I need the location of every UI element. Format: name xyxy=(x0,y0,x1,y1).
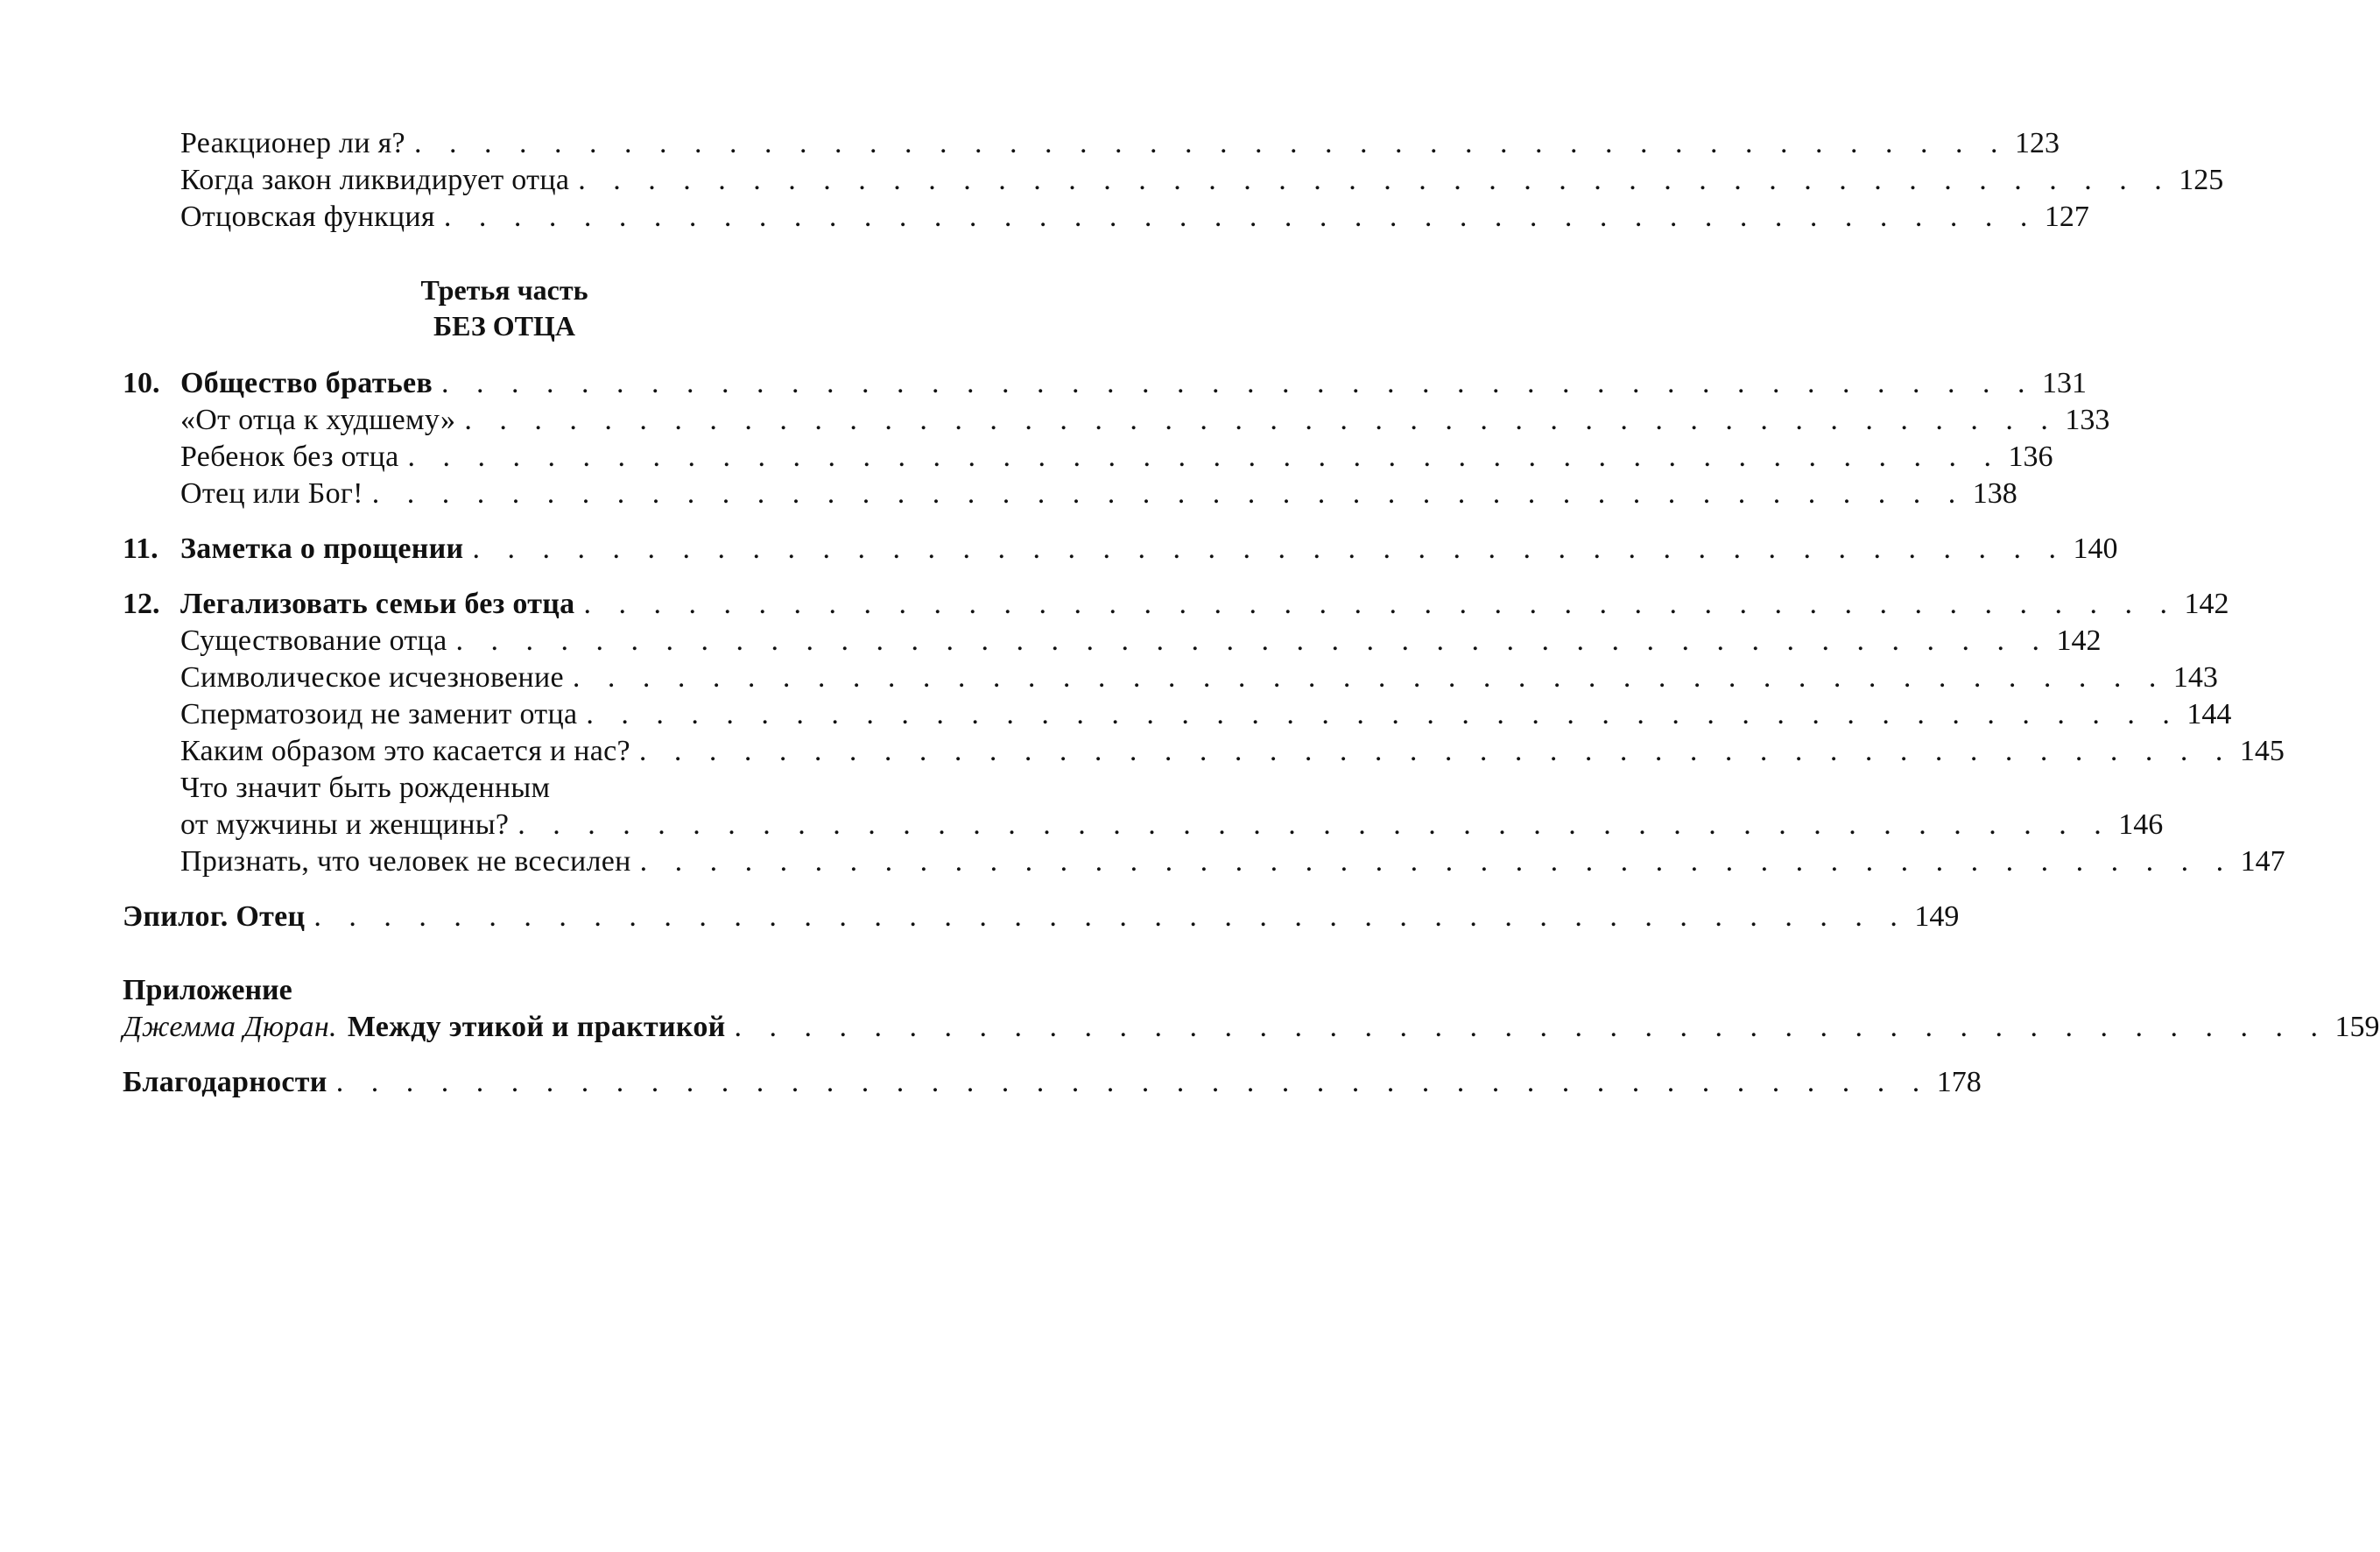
dot-leader: . . . . . . . . . . . . . . . . . . . . . . . . . . . . . . . . . . . . . . . . . . . . . . xyxy=(441,367,2036,399)
toc-entry-line1 xyxy=(123,769,851,808)
dot-leader: . . . . . . . . . . . . . . . . . . . . . . . . . . . . . . . . . . . . . . . . . . . . . . xyxy=(572,661,2166,694)
chapter-entry xyxy=(123,364,2088,403)
dot-leader: . . . . . . . . . . . . . . . . . . . . . . . . . . . . . . . . . . . . . . . . . . . . . . xyxy=(413,127,2008,159)
toc-entry xyxy=(123,198,2089,236)
chapter-number: 10. xyxy=(123,367,160,399)
entry-title: Когда закон ликвидирует отца xyxy=(180,164,570,196)
toc-entry-line2 xyxy=(123,806,2164,844)
page-number: 178 xyxy=(1936,1066,1982,1098)
appendix-author: Джемма Дюран. xyxy=(123,1011,337,1043)
dot-leader: . . . . . . . . . . . . . . . . . . . . . . . . . . . . . . . . . . . . . . . . . . . . . . xyxy=(464,404,2059,436)
page-number: 149 xyxy=(1914,900,1960,933)
entry-title-continuation: от мужчины и женщины? xyxy=(180,808,510,841)
page-number: 140 xyxy=(2073,533,2118,565)
chapter-title: Общество братьев xyxy=(180,367,433,399)
page-number: 145 xyxy=(2239,735,2285,767)
entry-title: Отец или Бог! xyxy=(180,477,363,510)
page-number: 127 xyxy=(2044,201,2089,233)
page-number: 136 xyxy=(2008,441,2053,473)
toc-entry xyxy=(123,659,2218,697)
entry-title: Каким образом это касается и нас? xyxy=(180,735,630,767)
entry-title: Признать, что человек не всесилен xyxy=(180,845,631,878)
toc-entry xyxy=(123,843,2285,881)
page-number: 143 xyxy=(2172,661,2218,694)
part-title: БЕЗ ОТЦА xyxy=(433,310,575,342)
toc-entry xyxy=(123,161,2224,200)
dot-leader: . . . . . . . . . . . . . . . . . . . . . . . . . . . . . . . . . . . . . . . . . . . . . . xyxy=(734,1011,2328,1043)
epilogue-title: Эпилог. Отец xyxy=(123,900,306,933)
toc-entry xyxy=(123,695,2232,734)
dot-leader: . . . . . . . . . . . . . . . . . . . . . . . . . . . . . . . . . . . . . . . . . . . . . . xyxy=(472,533,2067,565)
page-number: 131 xyxy=(2042,367,2088,399)
page-number: 146 xyxy=(2118,808,2164,841)
appendix-entry xyxy=(123,1008,2380,1047)
page-number: 125 xyxy=(2179,164,2224,196)
dot-leader: . . . . . . . . . . . . . . . . . . . . . . . . . . . . . . . . . . . . . . . . . . . . . . xyxy=(335,1066,1930,1098)
epilogue-entry xyxy=(123,898,1960,936)
toc-entry xyxy=(123,732,2285,771)
page-number: 147 xyxy=(2240,845,2285,878)
page-number: 142 xyxy=(2056,624,2102,657)
dot-leader: . . . . . . . . . . . . . . . . . . . . . . . . . . . . . . . . . . . . . . . . . . . . . . xyxy=(518,808,2112,841)
dot-leader: . . . . . . . . . . . . . . . . . . . . . . . . . . . . . . . . . . . . . . . . . . . . . . xyxy=(578,164,2172,196)
dot-leader: . . . . . . . . . . . . . . . . . . . . . . . . . . . . . . . . . . . . . . . . . . . . . . xyxy=(407,441,2002,473)
dot-leader: . . . . . . . . . . . . . . . . . . . . . . . . . . . . . . . . . . . . . . . . . . . . . . xyxy=(455,624,2050,657)
page-number: 133 xyxy=(2065,404,2110,436)
dot-leader: . . . . . . . . . . . . . . . . . . . . . . . . . . . . . . . . . . . . . . . . . . . . . . xyxy=(639,845,2234,878)
dot-leader: . . . . . . . . . . . . . . . . . . . . . . . . . . . . . . . . . . . . . . . . . . . . . . xyxy=(313,900,1908,933)
page-number: 159 xyxy=(2334,1011,2380,1043)
entry-title: Сперматозоид не заменит отца xyxy=(180,698,578,730)
appendix-heading: Приложение xyxy=(123,974,292,1006)
entry-title: Ребенок без отца xyxy=(180,441,399,473)
chapter-title: Заметка о прощении xyxy=(180,533,464,565)
entry-title: Существование отца xyxy=(180,624,447,657)
dot-leader: . . . . . . . . . . . . . . . . . . . . . . . . . . . . . . . . . . . . . . . . . . . . . . xyxy=(586,698,2180,730)
dot-leader: . . . . . . . . . . . . . . . . . . . . . . . . . . . . . . . . . . . . . . . . . . . . . . xyxy=(443,201,2038,233)
toc-entry xyxy=(123,475,2017,513)
page-number: 138 xyxy=(1972,477,2017,510)
entry-title: Отцовская функция xyxy=(180,201,435,233)
acknowledgements-entry xyxy=(123,1063,1982,1102)
toc-entry xyxy=(123,124,2060,163)
entry-title: «От отца к худшему» xyxy=(180,404,456,436)
toc-entry xyxy=(123,622,2102,660)
toc-entry xyxy=(123,401,2110,440)
dot-leader: . . . . . . . . . . . . . . . . . . . . . . . . . . . . . . . . . . . . . . . . . . . . . . xyxy=(638,735,2233,767)
entry-title: Реакционер ли я? xyxy=(180,127,405,159)
page-number: 142 xyxy=(2184,588,2229,620)
toc-entry xyxy=(123,438,2053,476)
page-number: 144 xyxy=(2186,698,2232,730)
chapter-title: Легализовать семьи без отца xyxy=(180,588,575,620)
appendix-title: Между этикой и практикой xyxy=(347,1011,726,1043)
chapter-entry xyxy=(123,585,2229,624)
acknowledgements-title: Благодарности xyxy=(123,1066,327,1098)
page-number: 123 xyxy=(2014,127,2060,159)
entry-title: Символическое исчезновение xyxy=(180,661,564,694)
dot-leader: . . . . . . . . . . . . . . . . . . . . . . . . . . . . . . . . . . . . . . . . . . . . . . xyxy=(371,477,1966,510)
chapter-entry xyxy=(123,530,2118,568)
chapter-number: 11. xyxy=(123,533,158,565)
chapter-number: 12. xyxy=(123,588,160,620)
dot-leader: . . . . . . . . . . . . . . . . . . . . . . . . . . . . . . . . . . . . . . . . . . . . . . xyxy=(583,588,2178,620)
entry-title: Что значит быть рожденным xyxy=(180,772,551,804)
part-label: Третья часть xyxy=(420,274,588,306)
